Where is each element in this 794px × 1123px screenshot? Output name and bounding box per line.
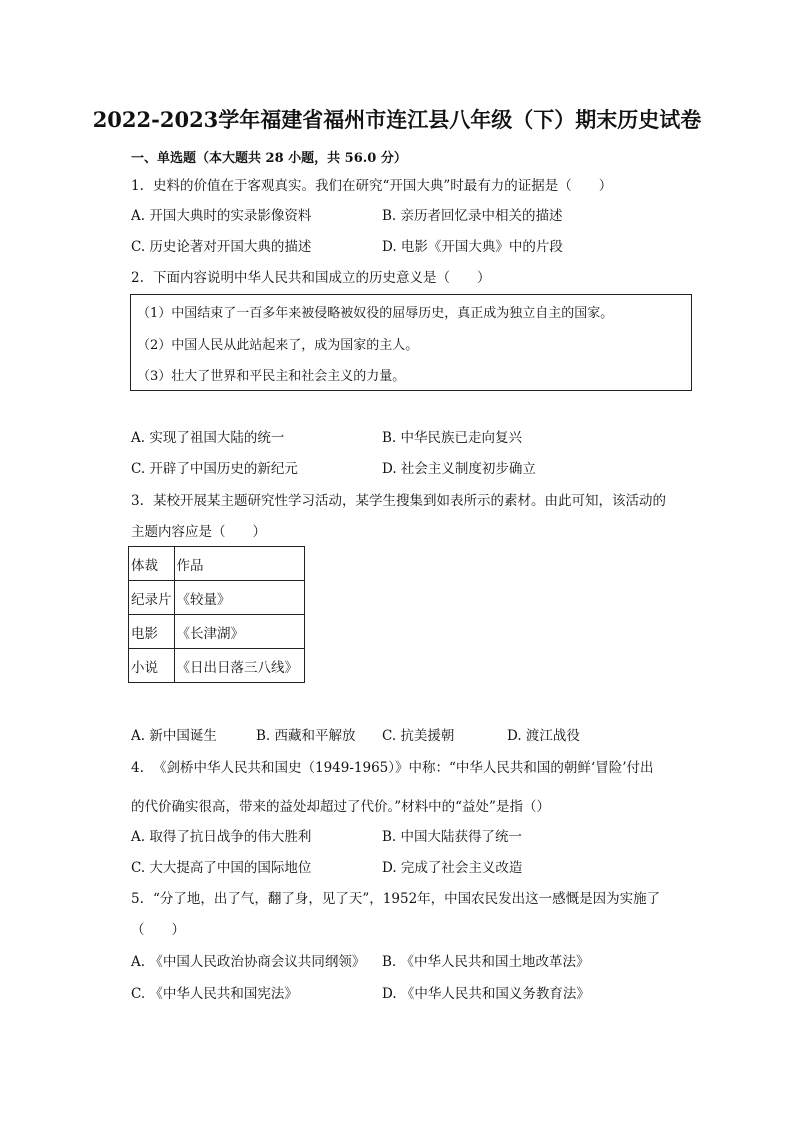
material-line-3: （3）壮大了世界和平民主和社会主义的力量。 [137,369,406,384]
question-text: 某校开展某主题研究性学习活动，某学生搜集到如表所示的素材。由此可知，该活动的 [153,493,666,509]
question-4-continued: 的代价确实很高，带来的益处却超过了代价。”材料中的“益处”是指（） [131,799,550,815]
question-3-continued: 主题内容应是（ ） [131,524,266,540]
material-line-1: （1）中国结束了一百多年来被侵略被奴役的屈辱历史，真正成为独立自主的国家。 [137,306,614,321]
table-row [129,615,305,649]
q1-option-b[interactable]: B. 亲历者回忆录中相关的描述 [382,208,563,224]
table-row [129,547,305,581]
q2-option-c[interactable]: C. 开辟了中国历史的新纪元 [131,461,298,477]
q4-option-a[interactable]: A. 取得了抗日战争的伟大胜利 [131,829,312,845]
table-cell: 纪录片 [129,581,175,615]
q3-material-table [128,546,305,683]
q2-option-b[interactable]: B. 中华民族已走向复兴 [382,430,523,446]
q3-option-d[interactable]: D. 渡江战役 [507,728,580,744]
question-number: 3. [131,493,144,509]
question-text: 下面内容说明中华人民共和国成立的历史意义是（ ） [153,270,491,286]
q5-option-b[interactable]: B. 《中华人民共和国土地改革法》 [382,954,590,970]
q2-option-d[interactable]: D. 社会主义制度初步确立 [382,461,536,477]
table-cell: 《长津湖》 [174,615,304,649]
table-cell: 作品 [174,547,304,581]
table-cell: 小说 [129,649,175,683]
q2-option-a[interactable]: A. 实现了祖国大陆的统一 [131,430,285,446]
question-4 [131,759,654,777]
table-cell: 《较量》 [174,581,304,615]
q4-option-d[interactable]: D. 完成了社会主义改造 [382,860,523,876]
table-cell: 体裁 [129,547,175,581]
question-number: 4. [131,760,144,776]
q3-option-b[interactable]: B. 西藏和平解放 [256,728,356,744]
question-1 [131,177,612,195]
question-5 [131,890,660,908]
table-row [129,581,305,615]
q2-material-box [130,294,692,391]
question-number: 2. [131,270,144,286]
table-cell: 《日出日落三八线》 [174,649,304,683]
q4-option-c[interactable]: C. 大大提高了中国的国际地位 [131,860,312,876]
question-text: “分了地，出了气，翻了身，见了天”，1952年，中国农民发出这一感慨是因为实施了 [153,891,661,907]
table-row [129,649,305,683]
question-3 [131,492,666,510]
q1-option-c[interactable]: C. 历史论著对开国大典的描述 [131,239,312,255]
table-cell: 电影 [129,615,175,649]
question-text: 《剑桥中华人民共和国史（1949-1965）》中称：“中华人民共和国的朝鲜‘冒险’付出 [153,760,654,776]
question-text: 史料的价值在于客观真实。我们在研究“开国大典”时最有力的证据是（ ） [153,178,613,194]
q1-option-a[interactable]: A. 开国大典时的实录影像资料 [131,208,312,224]
q4-option-b[interactable]: B. 中国大陆获得了统一 [382,829,523,845]
question-number: 1. [131,178,144,194]
q5-option-c[interactable]: C. 《中华人民共和国宪法》 [131,986,298,1002]
section-heading: 一、单选题（本大题共 28 小题，共 56.0 分） [131,151,407,166]
material-line-2: （2）中国人民从此站起来了，成为国家的主人。 [137,338,419,353]
question-number: 5. [131,891,144,907]
q5-option-a[interactable]: A. 《中国人民政治协商会议共同纲领》 [131,954,366,970]
exam-title: 2022-2023学年福建省福州市连江县八年级（下）期末历史试卷 [92,107,702,132]
q5-option-d[interactable]: D. 《中华人民共和国义务教育法》 [382,986,590,1002]
q1-option-d[interactable]: D. 电影《开国大典》中的片段 [382,239,563,255]
question-2 [131,269,491,287]
q3-option-a[interactable]: A. 新中国诞生 [131,728,217,744]
q3-option-c[interactable]: C. 抗美援朝 [382,728,455,744]
question-5-continued: （ ） [131,922,185,938]
